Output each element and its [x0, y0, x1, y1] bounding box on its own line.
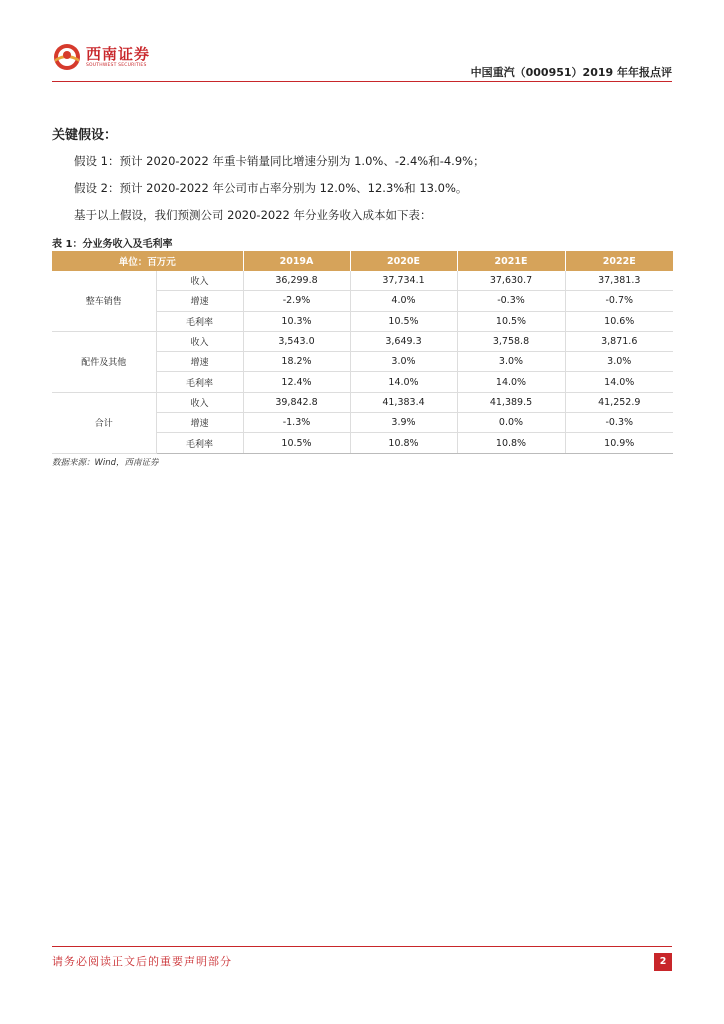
- table-cell: 37,381.3: [565, 271, 673, 291]
- table-caption: 表 1：分业务收入及毛利率: [52, 239, 173, 250]
- table-cell: 10.8%: [457, 433, 565, 453]
- table-cell: 3,543.0: [243, 331, 350, 351]
- assumption-2: 假设 2：预计 2020-2022 年公司市占率分别为 12.0%、12.3%和 13.0%。: [74, 181, 468, 195]
- table-cell: 10.3%: [243, 311, 350, 331]
- section-heading: 关键假设：: [52, 128, 118, 143]
- report-title: 中国重汽（000951）2019 年年报点评: [470, 66, 672, 79]
- table-cell: 14.0%: [457, 372, 565, 392]
- table-cell: -0.3%: [457, 291, 565, 311]
- segment-label: 合计: [52, 392, 156, 453]
- footer-divider: [52, 946, 672, 947]
- table-row: [52, 392, 673, 412]
- page-number: 2: [654, 953, 672, 971]
- company-logo: [52, 42, 150, 72]
- table-cell: 0.0%: [457, 413, 565, 433]
- table-cell: 10.5%: [350, 311, 457, 331]
- metric-label: 毛利率: [156, 372, 243, 392]
- table-cell: 10.5%: [243, 433, 350, 453]
- forecast-intro: 基于以上假设，我们预测公司 2020-2022 年分业务收入成本如下表：: [74, 208, 432, 222]
- table-cell: 3,758.8: [457, 331, 565, 351]
- table-cell: -2.9%: [243, 291, 350, 311]
- table-cell: 4.0%: [350, 291, 457, 311]
- header-divider: [52, 81, 672, 82]
- table-cell: -0.3%: [565, 413, 673, 433]
- revenue-margin-table: [52, 251, 673, 454]
- table-cell: 37,734.1: [350, 271, 457, 291]
- data-source-note: 数据来源：Wind，西南证券: [52, 458, 159, 468]
- table-cell: 3.0%: [565, 352, 673, 372]
- table-cell: 12.4%: [243, 372, 350, 392]
- metric-label: 增速: [156, 413, 243, 433]
- metric-label: 增速: [156, 291, 243, 311]
- table-cell: 14.0%: [350, 372, 457, 392]
- metric-label: 收入: [156, 271, 243, 291]
- table-cell: 3,649.3: [350, 331, 457, 351]
- table-cell: 36,299.8: [243, 271, 350, 291]
- table-cell: 10.9%: [565, 433, 673, 453]
- table-cell: 14.0%: [565, 372, 673, 392]
- logo-english-name: SOUTHWEST SECURITIES: [86, 63, 147, 68]
- table-row: [52, 271, 673, 291]
- table-cell: 3.0%: [457, 352, 565, 372]
- table-cell: 10.6%: [565, 311, 673, 331]
- table-cell: 41,389.5: [457, 392, 565, 412]
- table-cell: 10.8%: [350, 433, 457, 453]
- table-cell: 37,630.7: [457, 271, 565, 291]
- logo-chinese-name: 西南证券: [86, 45, 151, 63]
- metric-label: 毛利率: [156, 311, 243, 331]
- header-year: 2020E: [350, 251, 457, 271]
- segment-label: 整车销售: [52, 271, 156, 331]
- assumption-1: 假设 1：预计 2020-2022 年重卡销量同比增速分别为 1.0%、-2.4%和-4.9%；: [74, 154, 485, 168]
- table-cell: 41,383.4: [350, 392, 457, 412]
- metric-label: 增速: [156, 352, 243, 372]
- disclaimer-notice: 请务必阅读正文后的重要声明部分: [52, 955, 232, 968]
- table-cell: 3.9%: [350, 413, 457, 433]
- table-row: [52, 331, 673, 351]
- header-year: 2021E: [457, 251, 565, 271]
- table-cell: 3.0%: [350, 352, 457, 372]
- metric-label: 毛利率: [156, 433, 243, 453]
- header-year: 2019A: [243, 251, 350, 271]
- table-cell: 39,842.8: [243, 392, 350, 412]
- table-cell: 18.2%: [243, 352, 350, 372]
- metric-label: 收入: [156, 331, 243, 351]
- header-unit: 单位：百万元: [52, 251, 243, 271]
- logo-emblem-icon: [52, 42, 82, 72]
- segment-label: 配件及其他: [52, 331, 156, 392]
- table-cell: -1.3%: [243, 413, 350, 433]
- metric-label: 收入: [156, 392, 243, 412]
- table-cell: 41,252.9: [565, 392, 673, 412]
- table-cell: 10.5%: [457, 311, 565, 331]
- table-cell: -0.7%: [565, 291, 673, 311]
- header-year: 2022E: [565, 251, 673, 271]
- table-cell: 3,871.6: [565, 331, 673, 351]
- table-header-row: [52, 251, 673, 271]
